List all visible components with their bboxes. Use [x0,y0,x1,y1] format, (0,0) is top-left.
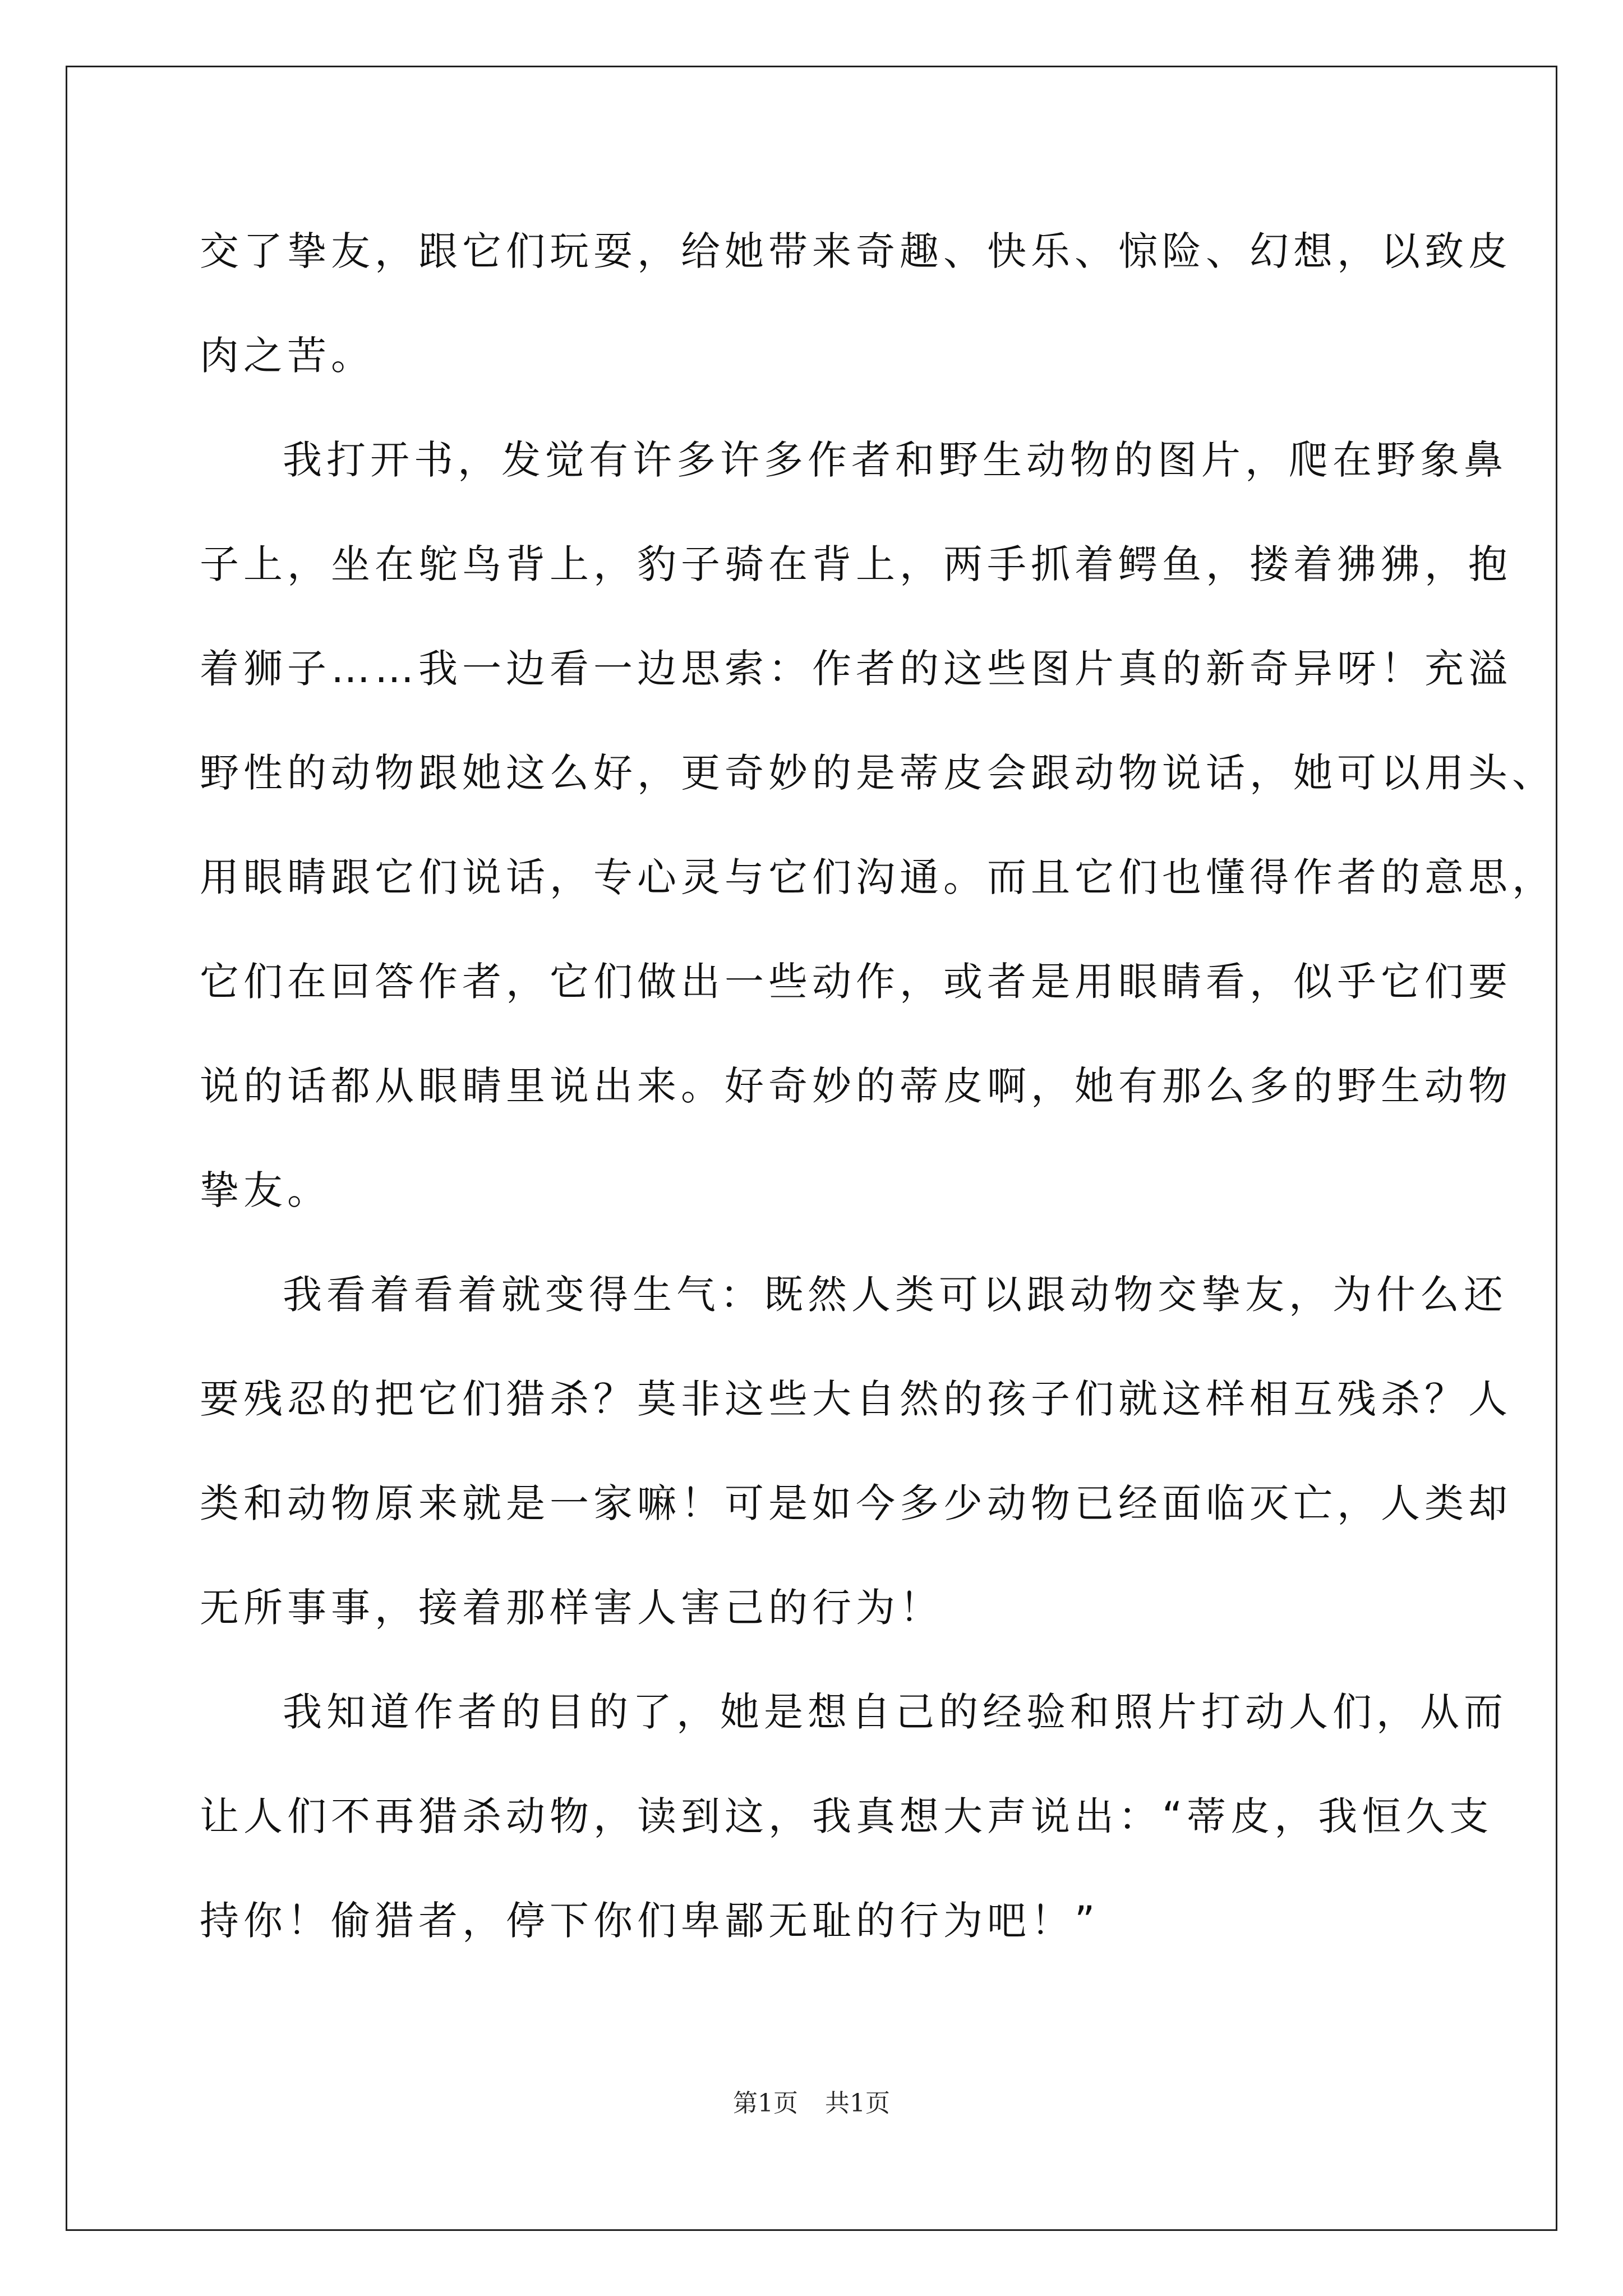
text-line: 着狮子……我一边看一边思索：作者的这些图片真的新奇异呀！充溢 [200,646,1512,692]
text-line: 野性的动物跟她这么好，更奇妙的是蒂皮会跟动物说话，她可以用头、 [200,750,1556,796]
text-line: 子上，坐在鸵鸟背上，豹子骑在背上，两手抓着鳄鱼，搂着狒狒，抱 [200,541,1512,587]
paragraph-start-line: 我知道作者的目的了，她是想自己的经验和照片打动人们，从而 [283,1689,1507,1735]
paragraph-start-line: 我打开书，发觉有许多许多作者和野生动物的图片，爬在野象鼻 [283,437,1507,483]
text-line: 肉之苦。 [200,333,375,379]
text-line: 用眼睛跟它们说话，专心灵与它们沟通。而且它们也懂得作者的意思， [200,854,1556,900]
text-line: 交了挚友，跟它们玩耍，给她带来奇趣、快乐、惊险、幻想，以致皮 [200,228,1512,274]
text-line: 说的话都从眼睛里说出来。好奇妙的蒂皮啊，她有那么多的野生动物 [200,1063,1512,1109]
text-line: 持你！偷猎者，停下你们卑鄙无耻的行为吧！” [200,1898,1100,1944]
paragraph-start-line: 我看着看着就变得生气：既然人类可以跟动物交挚友，为什么还 [283,1272,1507,1318]
page-total: 共1页 [825,2089,890,2118]
text-line: 无所事事，接着那样害人害己的行为！ [200,1585,943,1631]
text-line: 类和动物原来就是一家嘛！可是如今多少动物已经面临灭亡，人类却 [200,1480,1512,1526]
text-line: 挚友。 [200,1167,331,1213]
text-line: 要残忍的把它们猎杀？莫非这些大自然的孩子们就这样相互残杀？人 [200,1376,1512,1422]
text-line: 它们在回答作者，它们做出一些动作，或者是用眼睛看，似乎它们要 [200,959,1512,1005]
page-footer [0,2088,1623,2119]
text-line: 让人们不再猎杀动物，读到这，我真想大声说出：“蒂皮，我恒久支 [200,1793,1493,1839]
page-number: 第1页 [733,2089,798,2118]
